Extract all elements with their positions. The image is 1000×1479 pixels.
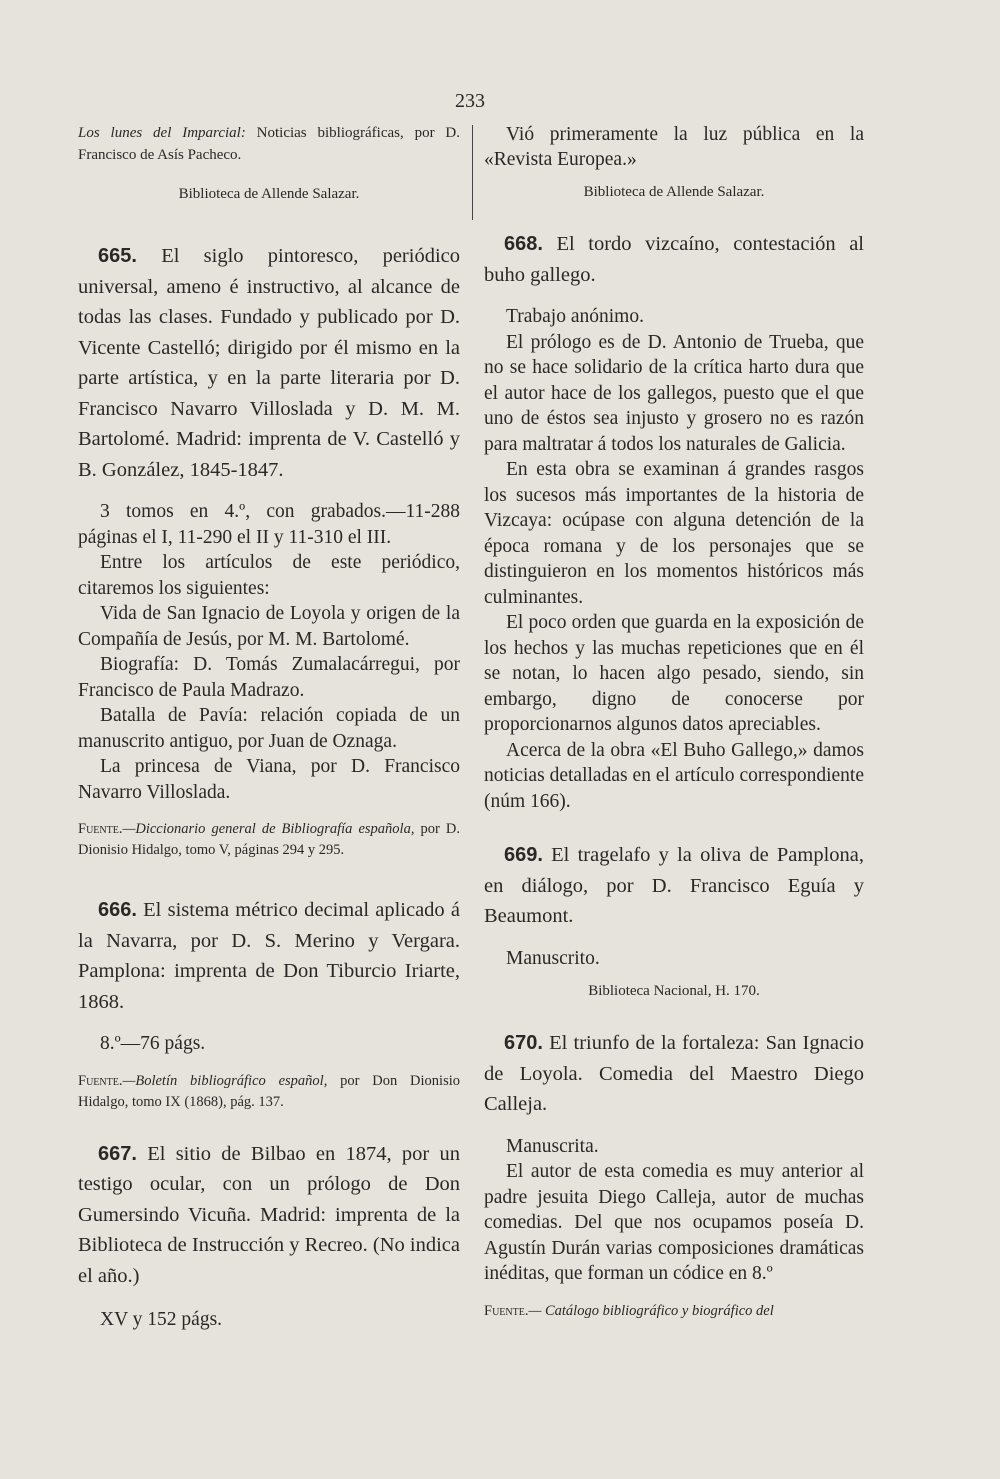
source-title: — Catálogo bibliográfico y biográfico del bbox=[528, 1302, 774, 1319]
entry-number: 668. bbox=[504, 233, 543, 255]
source-label: Fuente. bbox=[78, 1072, 123, 1089]
entry-paragraph: Vida de San Ignacio de Loyola y origen de la Compañía de Jesús, por M. M. Bartolomé. bbox=[78, 603, 460, 650]
entry-paragraph: Trabajo anónimo. bbox=[506, 306, 644, 327]
entry-paragraph: Manuscrita. bbox=[506, 1135, 599, 1157]
entry-670 bbox=[484, 1028, 864, 1322]
source-label: Fuente. bbox=[484, 1302, 529, 1319]
periodical-title: Los lunes del Imparcial: bbox=[78, 125, 246, 141]
library-note: Biblioteca de Allende Salazar. bbox=[583, 184, 765, 200]
entry-paragraph: 3 tomos en 4.º, con grabados.—11-288 páginas el I, 11-290 el II y 11-310 el III. bbox=[78, 501, 460, 548]
entry-665 bbox=[78, 241, 460, 861]
library-note: Biblioteca de Allende Salazar. bbox=[178, 186, 360, 202]
source-label: Fuente. bbox=[78, 821, 123, 837]
entry-title: El triunfo de la fortaleza: San Ignacio de Loyola. Comedia del Maestro Diego Calleja. bbox=[484, 1032, 864, 1115]
continuation-entry bbox=[78, 122, 460, 166]
source-rest: por Don Dionisio Hidalgo, tomo IX (1868), pág. 137. bbox=[78, 1072, 461, 1110]
continuation-text: Noticias bibliográficas, por D. Francisco de Asís Pacheco. bbox=[78, 125, 460, 163]
source-title: —Boletín bibliográfico español, bbox=[122, 1072, 328, 1089]
entry-paragraph: En esta obra se examinan á grandes rasgos los sucesos más importantes de la historia de Vizcaya: ocúpase con alguna detención de la época romana y de los personajes que se distinguieron en los momentos históricos más culminantes. bbox=[484, 459, 864, 608]
left-column bbox=[78, 122, 460, 1333]
entry-paragraph: 8.º—76 págs. bbox=[100, 1033, 206, 1054]
entry-paragraph: El poco orden que guarda en la exposición de los hechos y las muchas repeticiones que en él se notan, lo hacen algo pesado, siendo, sin embargo, digno de conocerse por proporcionarnos algunos datos apreciables. bbox=[484, 612, 864, 735]
entry-paragraph: Manuscrito. bbox=[506, 947, 600, 969]
entry-paragraph: Batalla de Pavía: relación copiada de un manuscrito antiguo, por Juan de Oznaga. bbox=[78, 705, 460, 752]
continuation-paragraph: Vió primeramente la luz pública en la «Revista Europea.» bbox=[484, 124, 864, 170]
entry-title: El siglo pintoresco, periódico universal, ameno é instructivo, al alcance de todas las clases. Fundado y publicado por D. Vicente Castelló; dirigido por él mismo en la parte artística, y en la parte literaria por D. Francisco Navarro Villoslada y D. M. M. Bartolomé. Madrid: imprenta de V. Castelló y B. González, 1845-1847. bbox=[78, 245, 460, 481]
entry-number: 667. bbox=[98, 1142, 137, 1165]
entry-669 bbox=[484, 840, 864, 1000]
entry-paragraph: Acerca de la obra «El Buho Gallego,» damos noticias detalladas en el artículo correspondiente (núm 166). bbox=[484, 739, 864, 812]
entry-paragraph: El prólogo es de D. Antonio de Trueba, que no se hace solidario de la crítica harto dura que el autor hace de los gallegos, puesto que el que uno de éstos sea injusto y grosero no es razón para maltratar á todos los naturales de Galicia. bbox=[484, 331, 864, 455]
right-column bbox=[484, 122, 864, 1322]
source-note bbox=[78, 1071, 460, 1113]
entry-668 bbox=[484, 229, 864, 814]
column-divider bbox=[472, 125, 473, 220]
entry-title: El tragelafo y la oliva de Pamplona, en diálogo, por D. Francisco Eguía y Beaumont. bbox=[484, 844, 864, 927]
entry-667 bbox=[78, 1139, 460, 1333]
entry-666 bbox=[78, 895, 460, 1113]
entry-number: 666. bbox=[98, 899, 137, 921]
entry-title: El sistema métrico decimal aplicado á la Navarra, por D. S. Merino y Vergara. Pamplona: imprenta de Don Tiburcio Iriarte, 1868. bbox=[78, 899, 460, 1013]
entry-paragraph: XV y 152 págs. bbox=[100, 1309, 223, 1330]
entry-paragraph: El autor de esta comedia es muy anterior al padre jesuita Diego Calleja, autor de muchas comedias. Del que nos ocupamos poseía D. Agustín Durán varias composiciones dramáticas inéditas, que forman un códice en 8.º bbox=[484, 1161, 864, 1284]
entry-paragraph: La princesa de Viana, por D. Francisco Navarro Villoslada. bbox=[78, 756, 460, 803]
entry-number: 669. bbox=[504, 844, 543, 866]
source-rest: por D. Dionisio Hidalgo, tomo V, páginas 294 y 295. bbox=[78, 821, 460, 858]
entry-paragraph: Entre los artículos de este periódico, citaremos los siguientes: bbox=[78, 552, 460, 599]
entry-title: El tordo vizcaíno, contestación al buho gallego. bbox=[484, 233, 864, 286]
page-number: 233 bbox=[455, 90, 485, 112]
entry-title: El sitio de Bilbao en 1874, por un testigo ocular, con un prólogo de Don Gumersindo Vicuña. Madrid: imprenta de la Biblioteca de Instrucción y Recreo. (No indica el año.) bbox=[78, 1142, 460, 1287]
source-note bbox=[484, 1301, 864, 1322]
source-note bbox=[78, 819, 460, 861]
entry-number: 670. bbox=[504, 1032, 543, 1054]
entry-number: 665. bbox=[98, 245, 137, 267]
source-title: —Diccionario general de Bibliografía española, bbox=[122, 821, 415, 837]
library-note: Biblioteca Nacional, H. 170. bbox=[588, 983, 760, 999]
entry-paragraph: Biografía: D. Tomás Zumalacárregui, por Francisco de Paula Madrazo. bbox=[78, 654, 460, 701]
